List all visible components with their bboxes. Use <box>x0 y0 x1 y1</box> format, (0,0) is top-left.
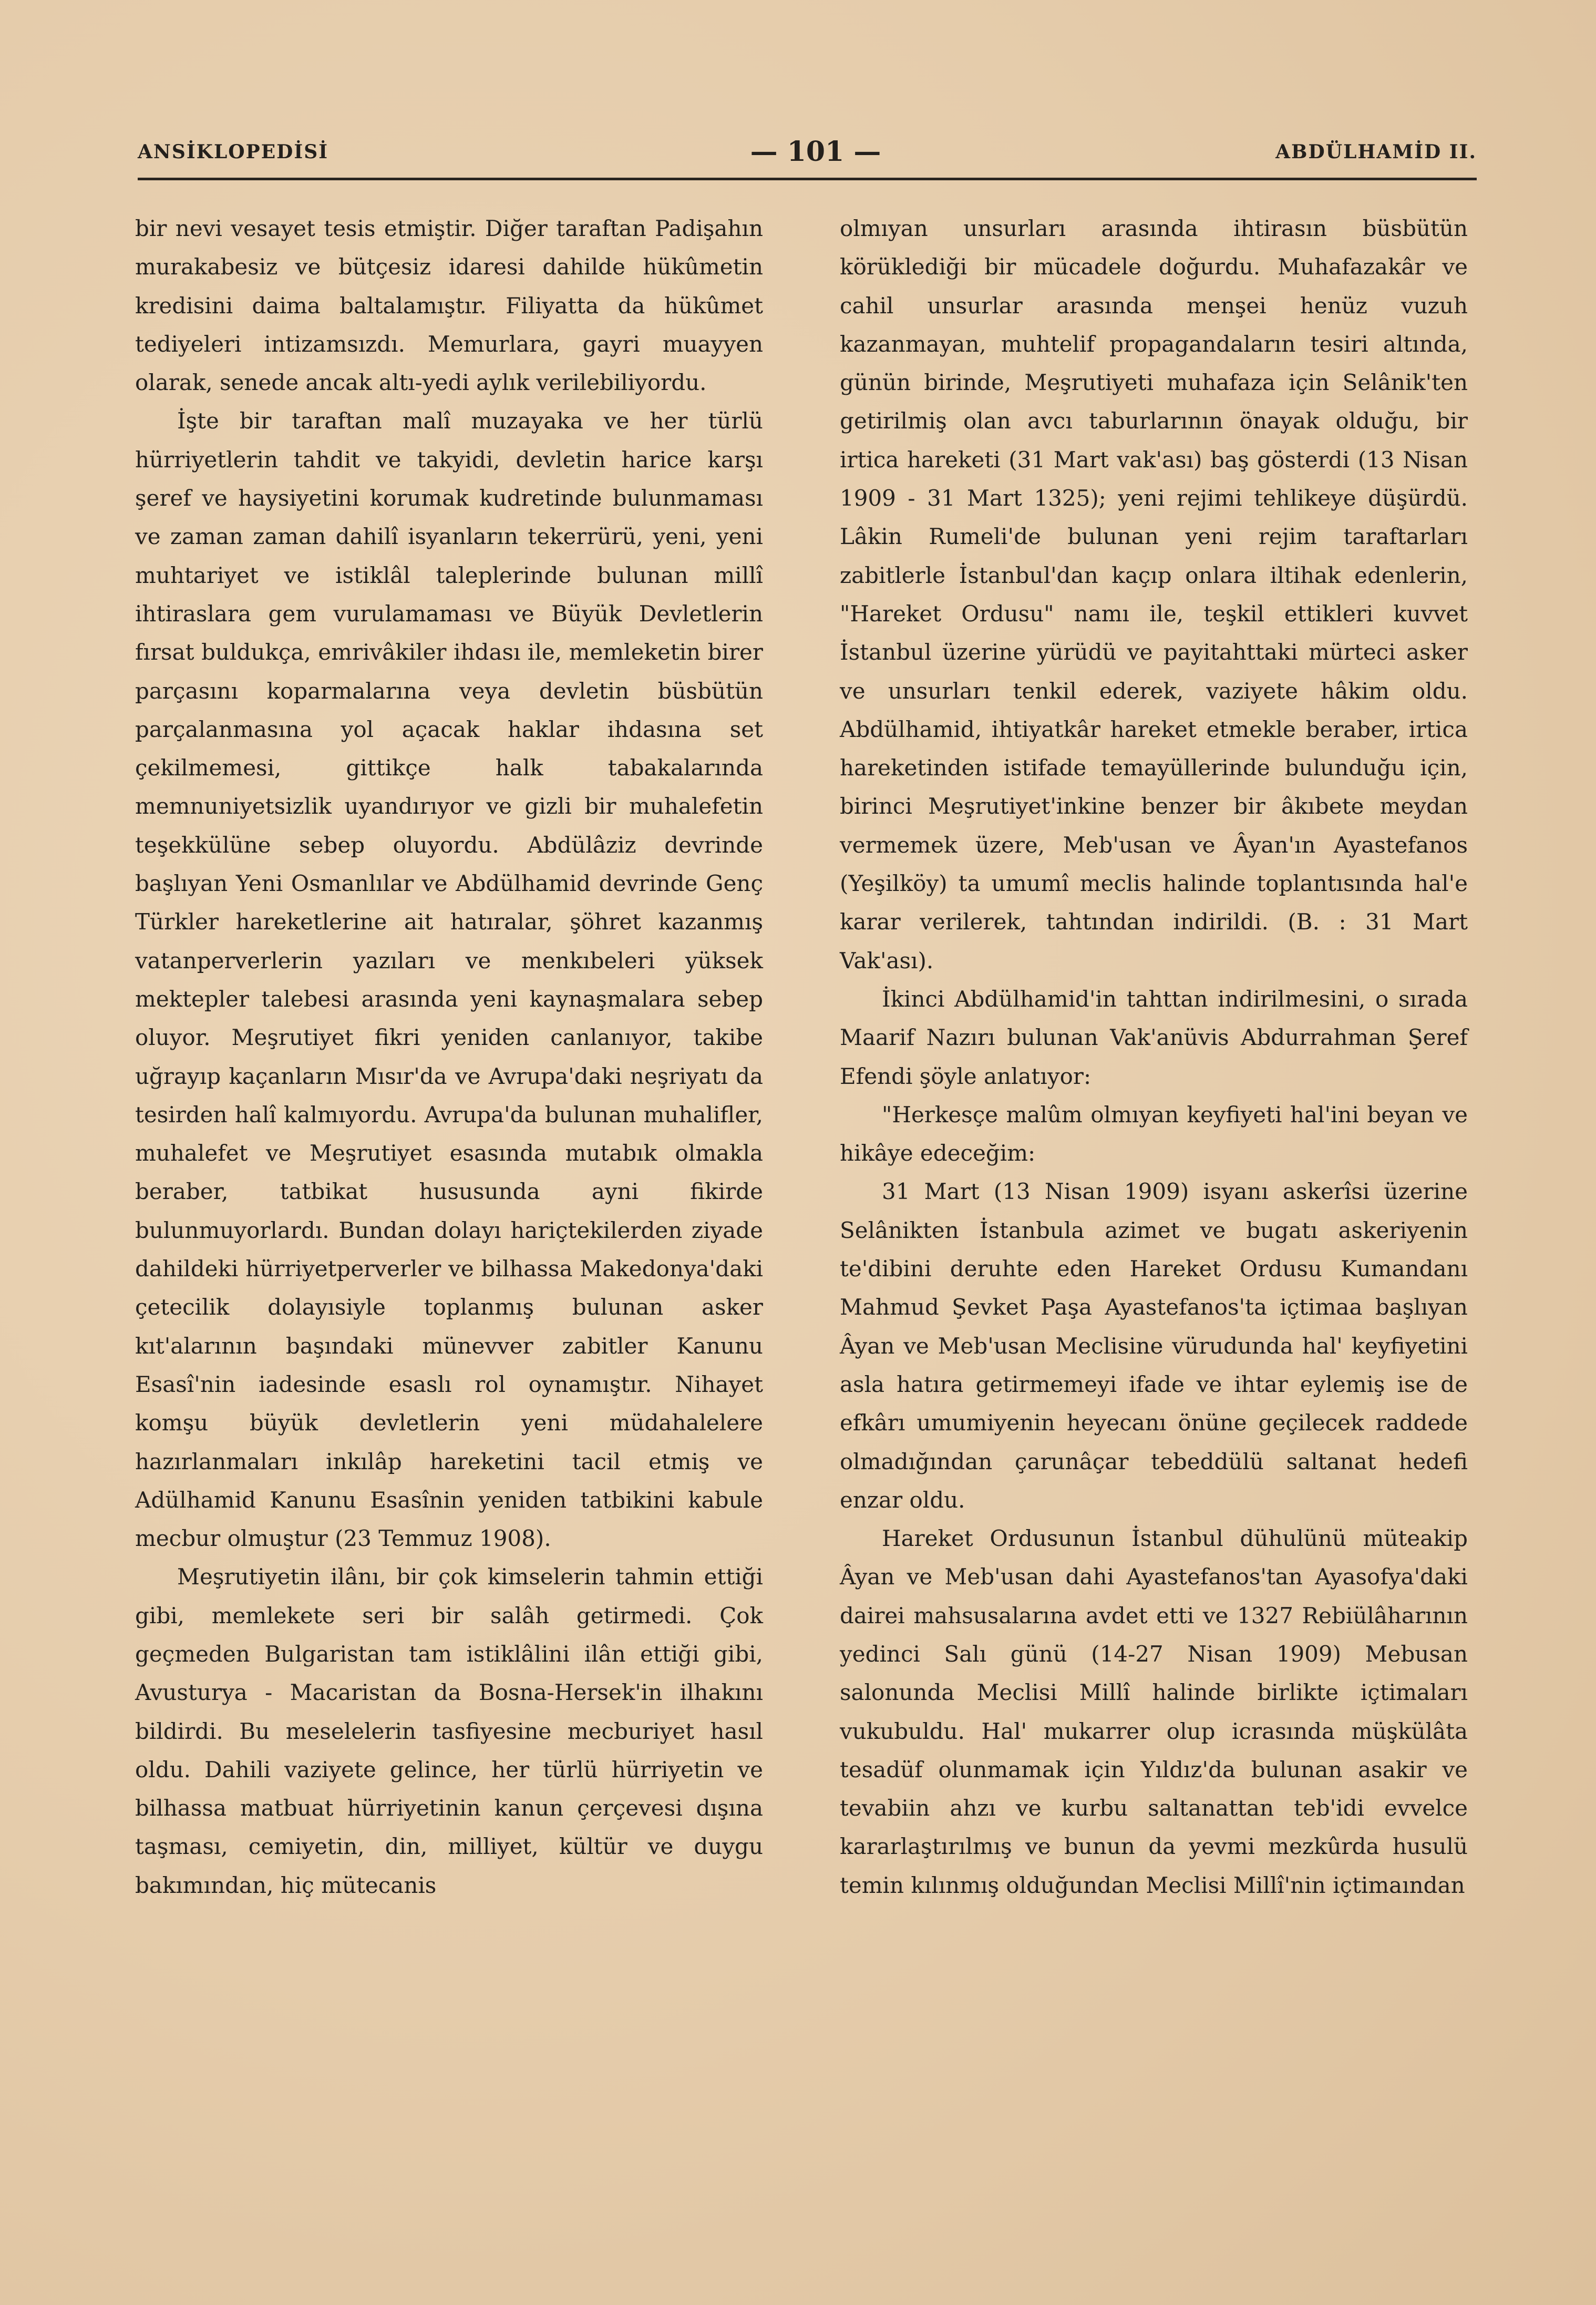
paragraph: olmıyan unsurları arasında ihtirasın büsbütün körüklediği bir mücadele doğurdu. Muhafazakâr ve cahil unsurlar arasında menşei henüz vuzuh kazanmayan, muhtelif propagandaların tesiri altında, günün birinde, Meşrutiyeti muhafaza için Selânik'ten getirilmiş olan avcı taburlarının önayak olduğu, bir irtica hareketi (31 Mart vak'ası) baş gösterdi (13 Nisan 1909 - 31 Mart 1325); yeni rejimi tehlikeye düşürdü. Lâkin Rumeli'de bulunan yeni rejim taraftarları zabitlerle İstanbul'dan kaçıp onlara iltihak edenlerin, "Hareket Ordusu" namı ile, teşkil ettikleri kuvvet İstanbul üzerine yürüdü ve payitahttaki mürteci asker ve unsurları tenkil ederek, vaziyete hâkim oldu. Abdülhamid, ihtiyatkâr hareket etmekle beraber, irtica hareketinden istifade temayüllerinde bulunduğu için, birinci Meşrutiyet'inkine benzer bir âkıbete meydan vermemek üzere, Meb'usan ve Âyan'ın Ayastefanos (Yeşilköy) ta umumî meclis halinde toplantısında hal'e karar verilerek, tahtından indirildi. (B. : 31 Mart Vak'ası). <box>840 216 1468 974</box>
paragraph: İşte bir taraftan malî muzayaka ve her türlü hürriyetlerin tahdit ve takyidi, devletin harice karşı şeref ve haysiyetini korumak kudretinde bulunmaması ve zaman zaman dahilî isyanların tekerrürü, yeni, yeni muhtariyet ve istiklâl taleplerinde bulunan millî ihtiraslara gem vurulamaması ve Büyük Devletlerin fırsat buldukça, emrivâkiler ihdası ile, memleketin birer parçasını koparmalarına veya devletin büsbütün parçalanmasına yol açacak haklar ihdasına set çekilmemesi, gittikçe halk tabakalarında memnuniyetsizlik uyandırıyor ve gizli bir muhalefetin teşekkülüne sebep oluyordu. Abdülâziz devrinde başlıyan Yeni Osmanlılar ve Abdülhamid devrinde Genç Türkler hareketlerine ait hatıralar, şöhret kazanmış vatanperverlerin yazıları ve menkıbeleri yüksek mektepler talebesi arasında yeni kaynaşmalara sebep oluyor. Meşrutiyet fikri yeniden canlanıyor, takibe uğrayıp kaçanların Mısır'da ve Avrupa'daki neşriyatı da tesirden halî kalmıyordu. Avrupa'da bulunan muhalifler, muhalefet ve Meşrutiyet esasında mutabık olmakla beraber, tatbikat hususunda ayni fikirde bulunmuyorlardı. Bundan dolayı hariçtekilerden ziyade dahildeki hürriyetperverler ve bilhassa Makedonya'daki çetecilik dolayısiyle toplanmış bulunan asker kıt'alarının başındaki münevver zabitler Kanunu Esasî'nin iadesinde esaslı rol oynamıştır. Nihayet komşu büyük devletlerin yeni müdahalelere hazırlanmaları inkılâp hareketini tacil etmiş ve Adülhamid Kanunu Esasînin yeniden tatbikini kabule mecbur olmuştur (23 Temmuz 1908). <box>135 408 763 1552</box>
header-right-title: ABDÜLHAMİD II. <box>1275 141 1477 163</box>
quote-paragraph: Hareket Ordusunun İstanbul dühulünü müteakip Âyan ve Meb'usan dahi Ayastefanos'tan Ayasofya'daki dairei mahsusalarına avdet etti ve 1327 Rebiülâharının yedinci Salı günü (14-27 Nisan 1909) Mebusan salonunda Meclisi Millî halinde birlikte içtimaları vukubuldu. Hal' mukarrer olup icrasında müşkülâta tesadüf olunmamak için Yıldız'da bulunan asakir ve tevabiin ahzı ve kurbu saltanattan teb'idi evvelce kararlaştırılmış ve bunun da yevmi mezkûrda husulü temin kılınmış olduğundan Meclisi Millî'nin içtimaından <box>840 1525 1468 1898</box>
paragraph: İkinci Abdülhamid'in tahttan indirilmesini, o sırada Maarif Nazırı bulunan Vak'anüvis Abdurrahman Şeref Efendi şöyle anlatıyor: <box>840 986 1468 1089</box>
left-column <box>135 209 763 1904</box>
header-left-title: ANSİKLOPEDİSİ <box>138 141 329 163</box>
quote-paragraph: 31 Mart (13 Nisan 1909) isyanı askerîsi üzerine Selânikten İstanbula azimet ve bugatı askeriyenin te'dibini deruhte eden Hareket Ordusu Kumandanı Mahmud Şevket Paşa Ayastefanos'ta içtimaa başlıyan Âyan ve Meb'usan Meclisine vürudunda hal' keyfiyetini asla hatıra getirmemeyi ifade ve ihtar eylemiş ise de efkârı umumiyenin heyecanı önüne geçilecek raddede olmadığından çarunâçar tebeddülü saltanat hedefi enzar oldu. <box>840 1179 1468 1513</box>
header-rule <box>138 178 1477 180</box>
right-column <box>840 209 1468 1904</box>
quote-paragraph: "Herkesçe malûm olmıyan keyfiyeti hal'ini beyan ve hikâye edeceğim: <box>840 1101 1468 1166</box>
paragraph: Meşrutiyetin ilânı, bir çok kimselerin tahmin ettiği gibi, memlekete seri bir salâh getirmedi. Çok geçmeden Bulgaristan tam istiklâlini ilân ettiği gibi, Avusturya - Macaristan da Bosna-Hersek'in ilhakını bildirdi. Bu meselelerin tasfiyesine mecburiyet hasıl oldu. Dahili vaziyete gelince, her türlü hürriyetin ve bilhassa matbuat hürriyetinin kanun çerçevesi dışına taşması, cemiyetin, din, milliyet, kültür ve duygu bakımından, hiç mütecanis <box>135 1564 763 1898</box>
paragraph: bir nevi vesayet tesis etmiştir. Diğer taraftan Padişahın murakabesiz ve bütçesiz idaresi dahilde hükûmetin kredisini daima baltalamıştır. Filiyatta da hükûmet tediyeleri intizamsızdı. Memurlara, gayri muayyen olarak, senede ancak altı-yedi aylık verilebiliyordu. <box>135 216 763 396</box>
page-number: — 101 — <box>750 136 881 168</box>
running-header <box>138 131 1477 173</box>
